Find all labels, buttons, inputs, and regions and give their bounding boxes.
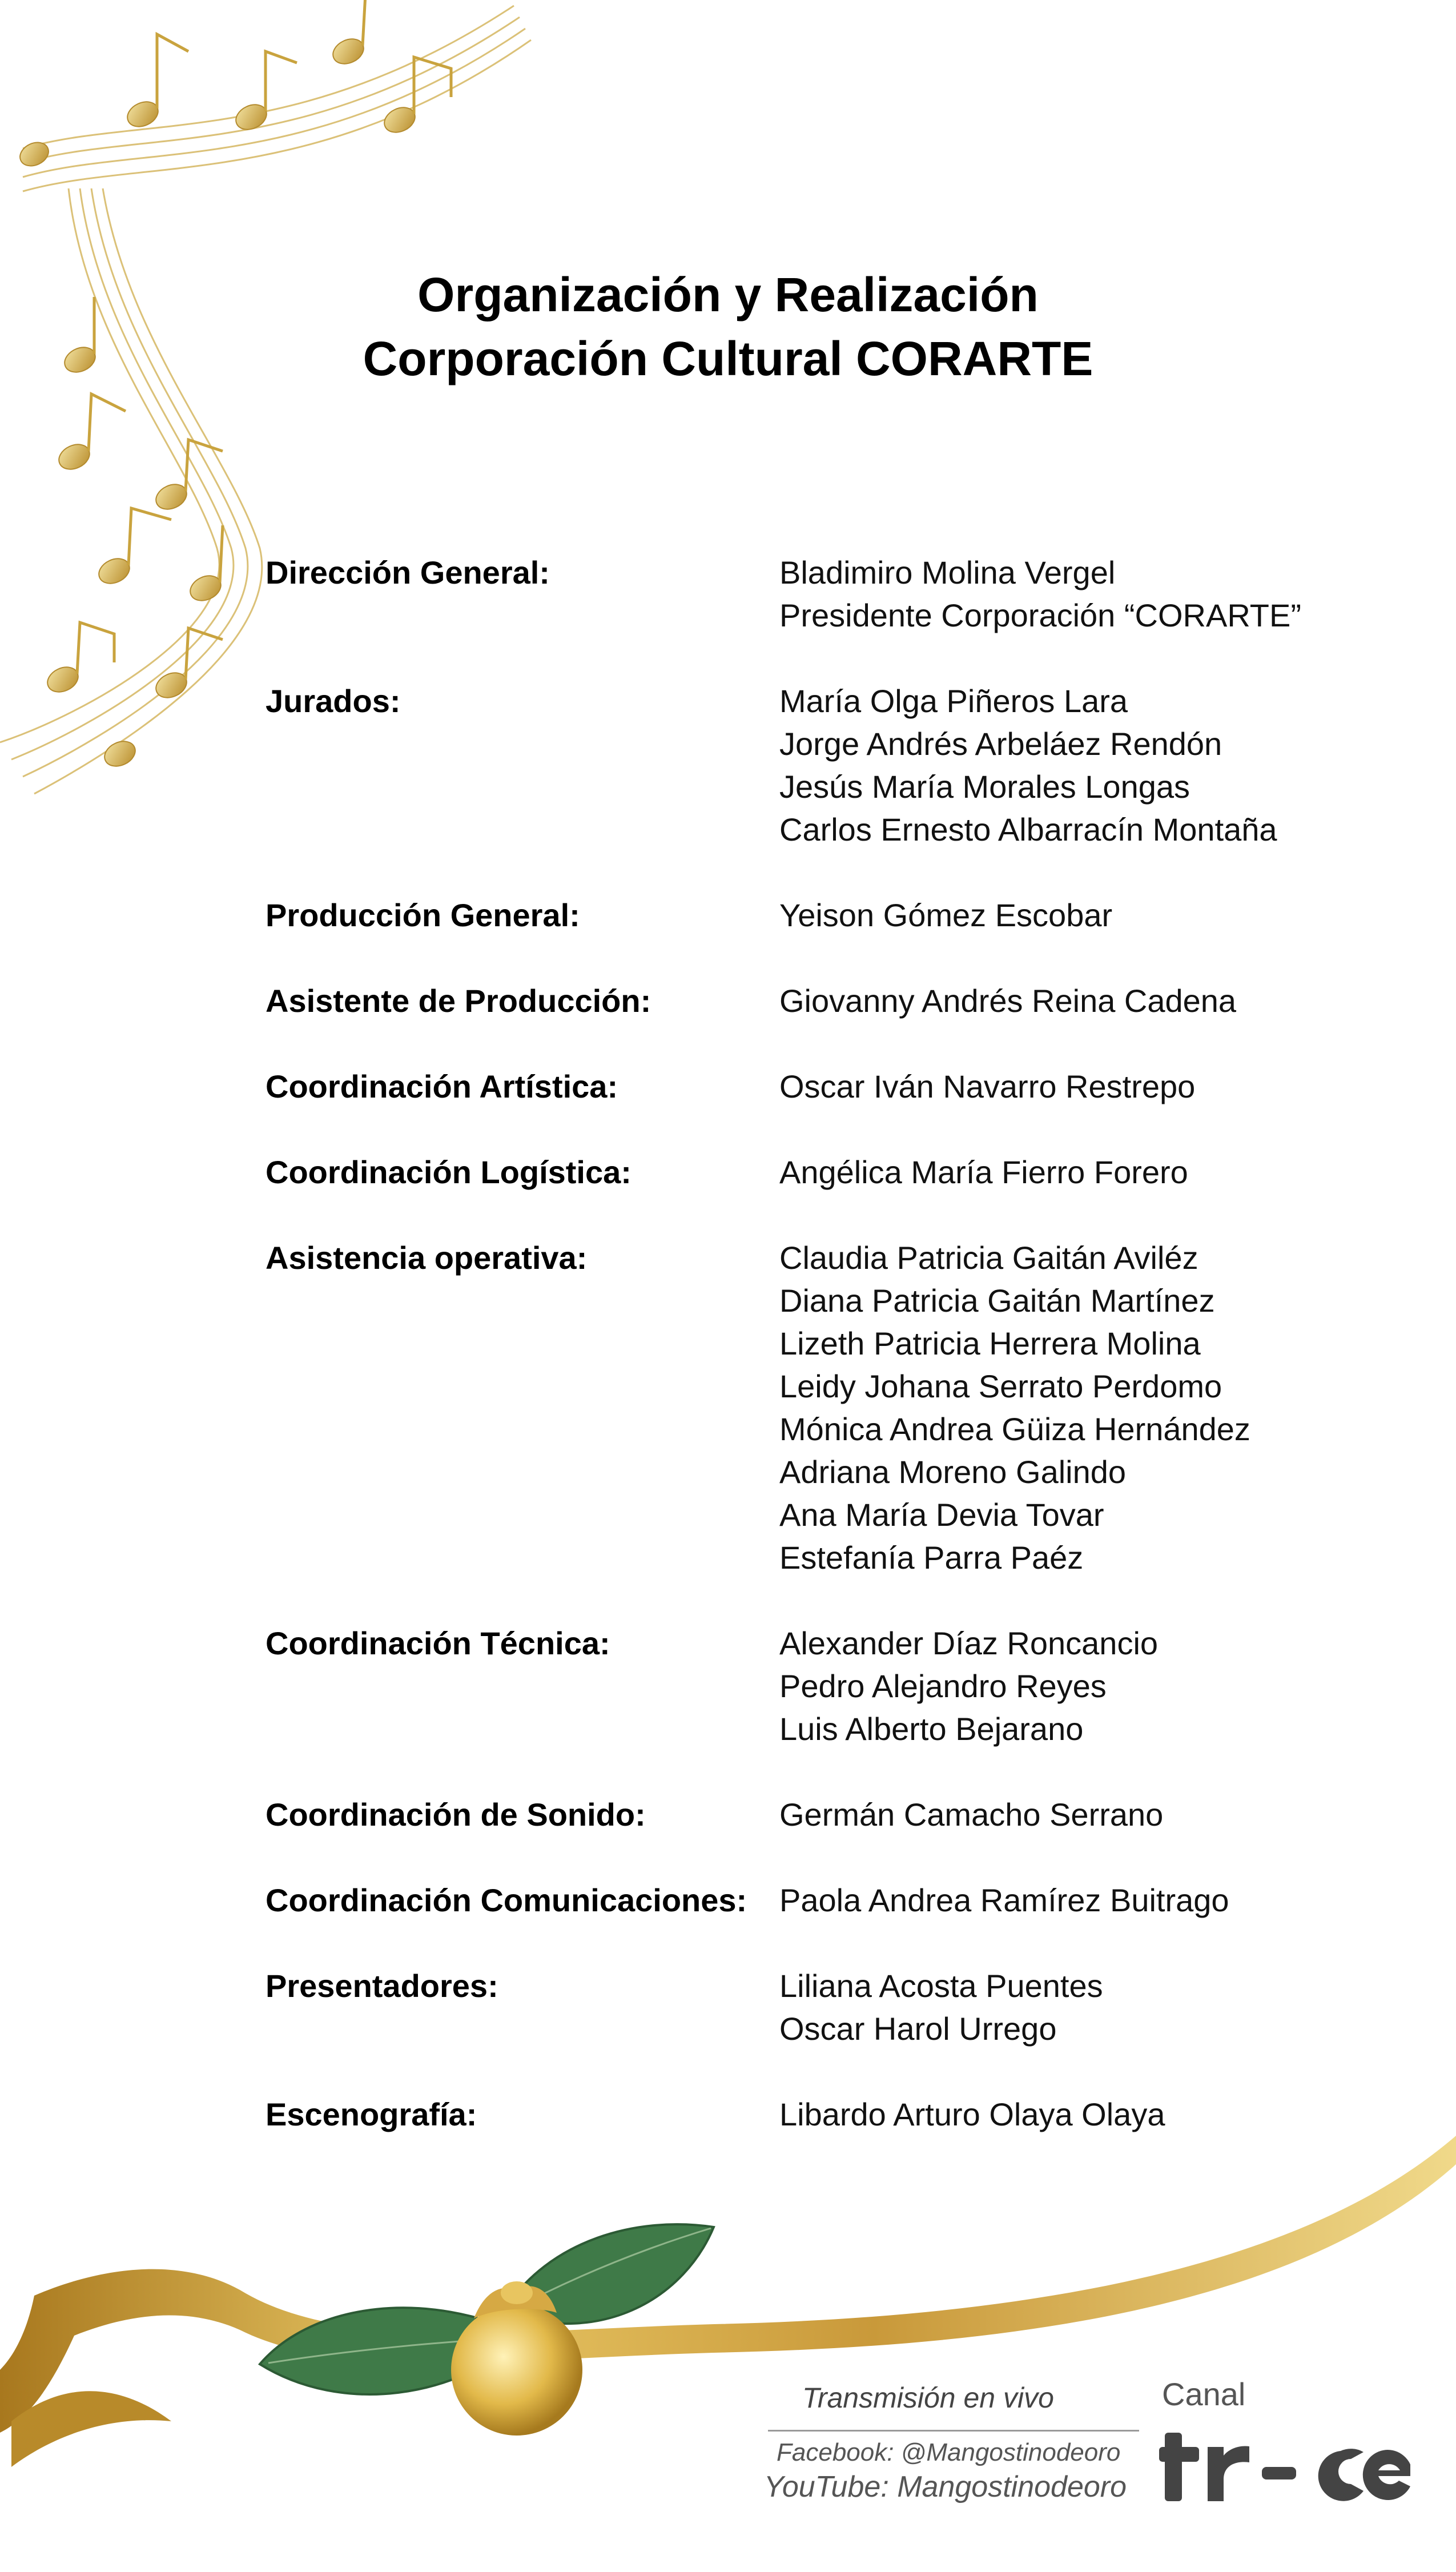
credit-name: Angélica María Fierro Forero [779, 1154, 1188, 1190]
channel-label: Canal [1162, 2376, 1246, 2412]
credit-role: Coordinación de Sonido: [266, 1797, 646, 1832]
credit-role: Asistente de Producción: [266, 983, 651, 1019]
credit-name: Leidy Johana Serrato Perdomo [779, 1368, 1222, 1404]
credit-name: Mónica Andrea Güiza Hernández [779, 1411, 1250, 1447]
credit-role: Producción General: [266, 897, 580, 933]
credit-name: Lizeth Patricia Herrera Molina [779, 1325, 1201, 1361]
credit-name: Diana Patricia Gaitán Martínez [779, 1283, 1215, 1319]
credit-name: Oscar Iván Navarro Restrepo [779, 1068, 1196, 1104]
credit-names [779, 1622, 1158, 1750]
canal-trece-logo [1159, 2416, 1410, 2513]
credit-role: Coordinación Logística: [266, 1154, 632, 1190]
credit-names [779, 979, 1236, 1022]
credit-role: Coordinación Comunicaciones: [266, 1882, 747, 1918]
credit-names [779, 680, 1277, 851]
credit-name: Jorge Andrés Arbeláez Rendón [779, 726, 1222, 762]
credit-names [779, 1964, 1103, 2050]
credit-names [779, 1879, 1229, 1922]
credit-name: Pedro Alejandro Reyes [779, 1668, 1107, 1704]
credit-names [779, 1065, 1195, 1108]
credit-name: Presidente Corporación “CORARTE” [779, 597, 1301, 633]
credit-name: Giovanny Andrés Reina Cadena [779, 983, 1237, 1019]
title-line-2: Corporación Cultural CORARTE [363, 332, 1093, 385]
credit-name: Claudia Patricia Gaitán Aviléz [779, 1240, 1198, 1276]
credit-name: Alexander Díaz Roncancio [779, 1625, 1159, 1661]
credit-name: Luis Alberto Bejarano [779, 1711, 1084, 1747]
live-broadcast-label: Transmisión en vivo [802, 2382, 1054, 2414]
credit-name: Germán Camacho Serrano [779, 1797, 1164, 1832]
credit-name: Oscar Harol Urrego [779, 2011, 1057, 2047]
credit-name: María Olga Piñeros Lara [779, 683, 1128, 719]
credit-role: Dirección General: [266, 554, 550, 590]
credit-role: Escenografía: [266, 2096, 477, 2132]
credit-role: Coordinación Artística: [266, 1068, 618, 1104]
credit-name: Ana María Devia Tovar [779, 1497, 1104, 1533]
footer-divider [768, 2430, 1139, 2432]
credit-name: Carlos Ernesto Albarracín Montaña [779, 811, 1277, 847]
credit-name: Estefanía Parra Paéz [779, 1540, 1084, 1576]
credit-role: Asistencia operativa: [266, 1240, 588, 1276]
credit-names [779, 1793, 1163, 1836]
credit-name: Bladimiro Molina Vergel [779, 554, 1116, 590]
credit-names [779, 1151, 1188, 1193]
credit-name: Libardo Arturo Olaya Olaya [779, 2096, 1165, 2132]
credit-names [779, 1236, 1250, 1579]
facebook-handle: Facebook: @Mangostinodeoro [777, 2438, 1121, 2466]
credit-name: Yeison Gómez Escobar [779, 897, 1113, 933]
credit-role: Presentadores: [266, 1968, 498, 2004]
credit-name: Jesús María Morales Longas [779, 769, 1190, 805]
credit-names [779, 551, 1301, 637]
youtube-handle: YouTube: Mangostinodeoro [764, 2470, 1127, 2503]
credit-name: Adriana Moreno Galindo [779, 1454, 1127, 1490]
credit-names [779, 894, 1112, 937]
title-line-1: Organización y Realización [417, 268, 1039, 322]
credit-name: Liliana Acosta Puentes [779, 1968, 1103, 2004]
credit-role: Jurados: [266, 683, 401, 719]
credit-name: Paola Andrea Ramírez Buitrago [779, 1882, 1229, 1918]
credit-role: Coordinación Técnica: [266, 1625, 610, 1661]
